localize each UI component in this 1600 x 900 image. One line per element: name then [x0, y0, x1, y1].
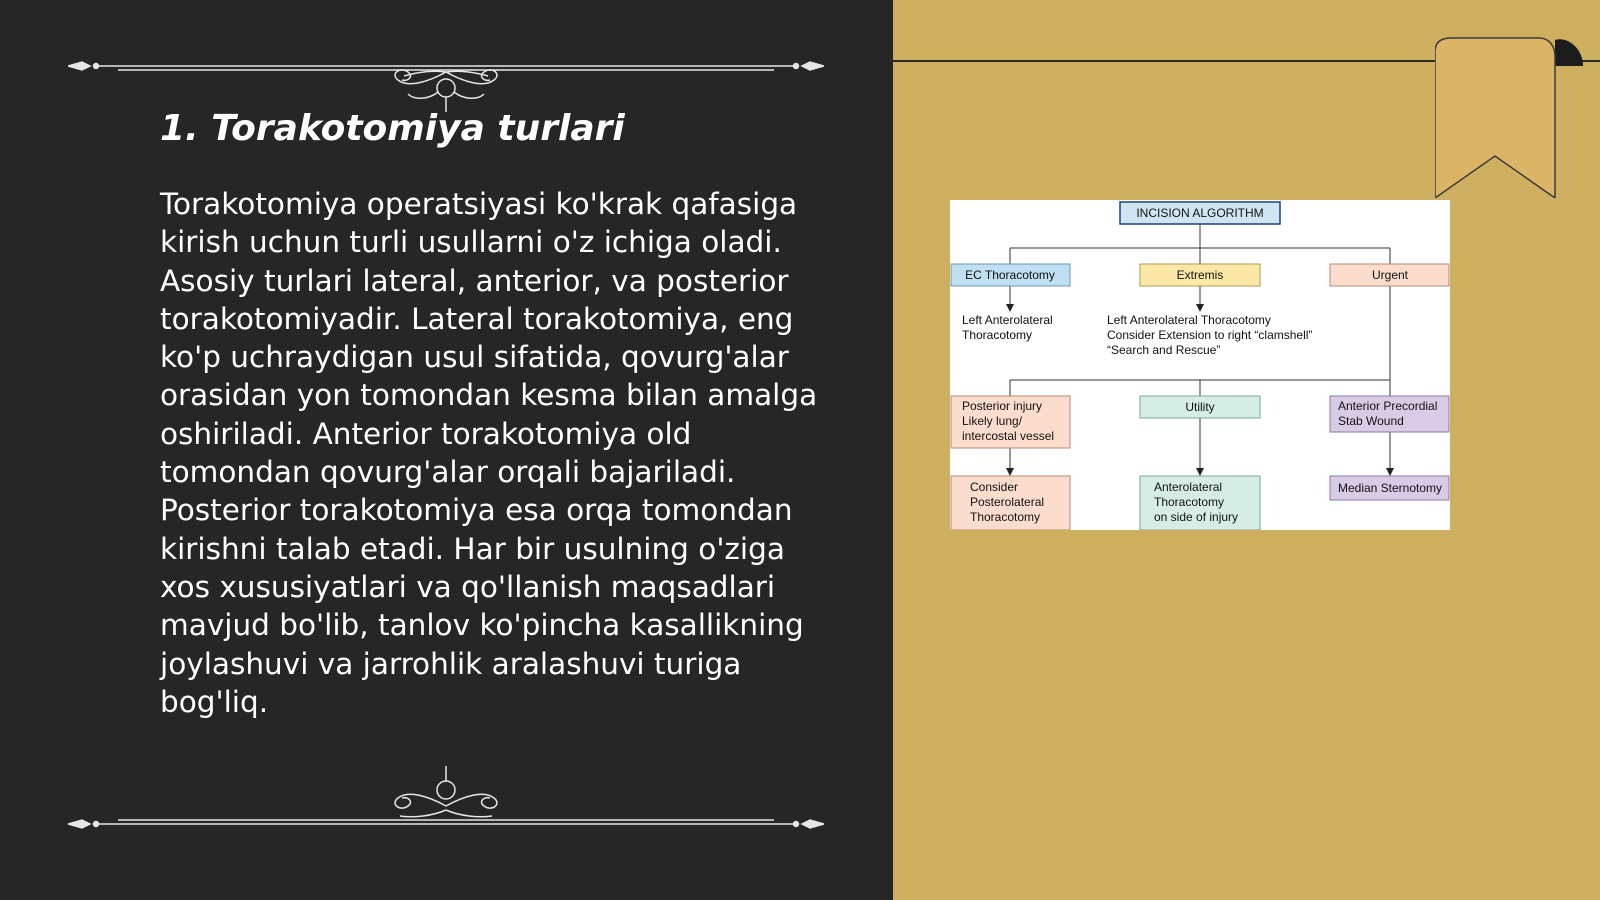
extremis-note-line2: Consider Extension to right “clamshell” — [1107, 328, 1313, 342]
posterior-line1: Posterior injury — [962, 399, 1043, 413]
ec-note-line2: Thoracotomy — [962, 328, 1033, 342]
utility-label: Utility — [1185, 400, 1215, 414]
urgent-label: Urgent — [1371, 268, 1409, 282]
slide-title: 1. Torakotomiya turlari — [160, 108, 625, 149]
anterior-line2: Stab Wound — [1338, 414, 1404, 428]
antero-line2: Thoracotomy — [1154, 495, 1225, 509]
antero-line1: Anterolateral — [1154, 480, 1223, 494]
consider-line3: Thoracotomy — [970, 510, 1041, 524]
anterior-line1: Anterior Precordial — [1338, 399, 1438, 413]
consider-line2: Posterolateral — [970, 495, 1045, 509]
extremis-note-line3: “Search and Rescue” — [1107, 343, 1221, 357]
ec-note-line1: Left Anterolateral — [962, 313, 1053, 327]
median-label: Median Sternotomy — [1337, 481, 1443, 495]
top-ornament-divider — [68, 42, 824, 112]
extremis-note-line1: Left Anterolateral Thoracotomy — [1107, 313, 1271, 327]
consider-line1: Consider — [970, 480, 1019, 494]
header-label: INCISION ALGORITHM — [1136, 206, 1264, 220]
bottom-ornament-divider — [68, 766, 824, 836]
posterior-line2: Likely lung/ — [962, 414, 1023, 428]
ec-thoracotomy-label: EC Thoracotomy — [965, 268, 1055, 282]
antero-line3: on side of injury — [1154, 510, 1239, 524]
incision-algorithm-flowchart — [950, 200, 1450, 530]
slide-body-text: Torakotomiya operatsiyasi ko'krak qafasiga kirish uchun turli usullarni o'z ichiga oladi. Asosiy turlari lateral, anterior, va posterior torakotomiyadir. Lateral torakotomiya, eng ko'p uchraydigan usul sifatida, qovurg'alar orasidan yon tomondan kesma bilan amalga oshiriladi. Anterior torakotomiya old tomondan qovurg'alar orqali bajariladi. Posterior torakotomiya esa orqa tomondan kirishni talab etadi. Har bir usulning o'ziga xos xususiyatlari va qo'llanish maqsadlari mavjud bo'lib, tanlov ko'pincha kasallikning joylashuvi va jarrohlik aralashuvi turiga bog'liq. — [160, 187, 818, 719]
bookmark-ribbon — [1435, 36, 1585, 198]
posterior-line3: intercostal vessel — [962, 429, 1055, 443]
extremis-label: Extremis — [1176, 268, 1224, 282]
